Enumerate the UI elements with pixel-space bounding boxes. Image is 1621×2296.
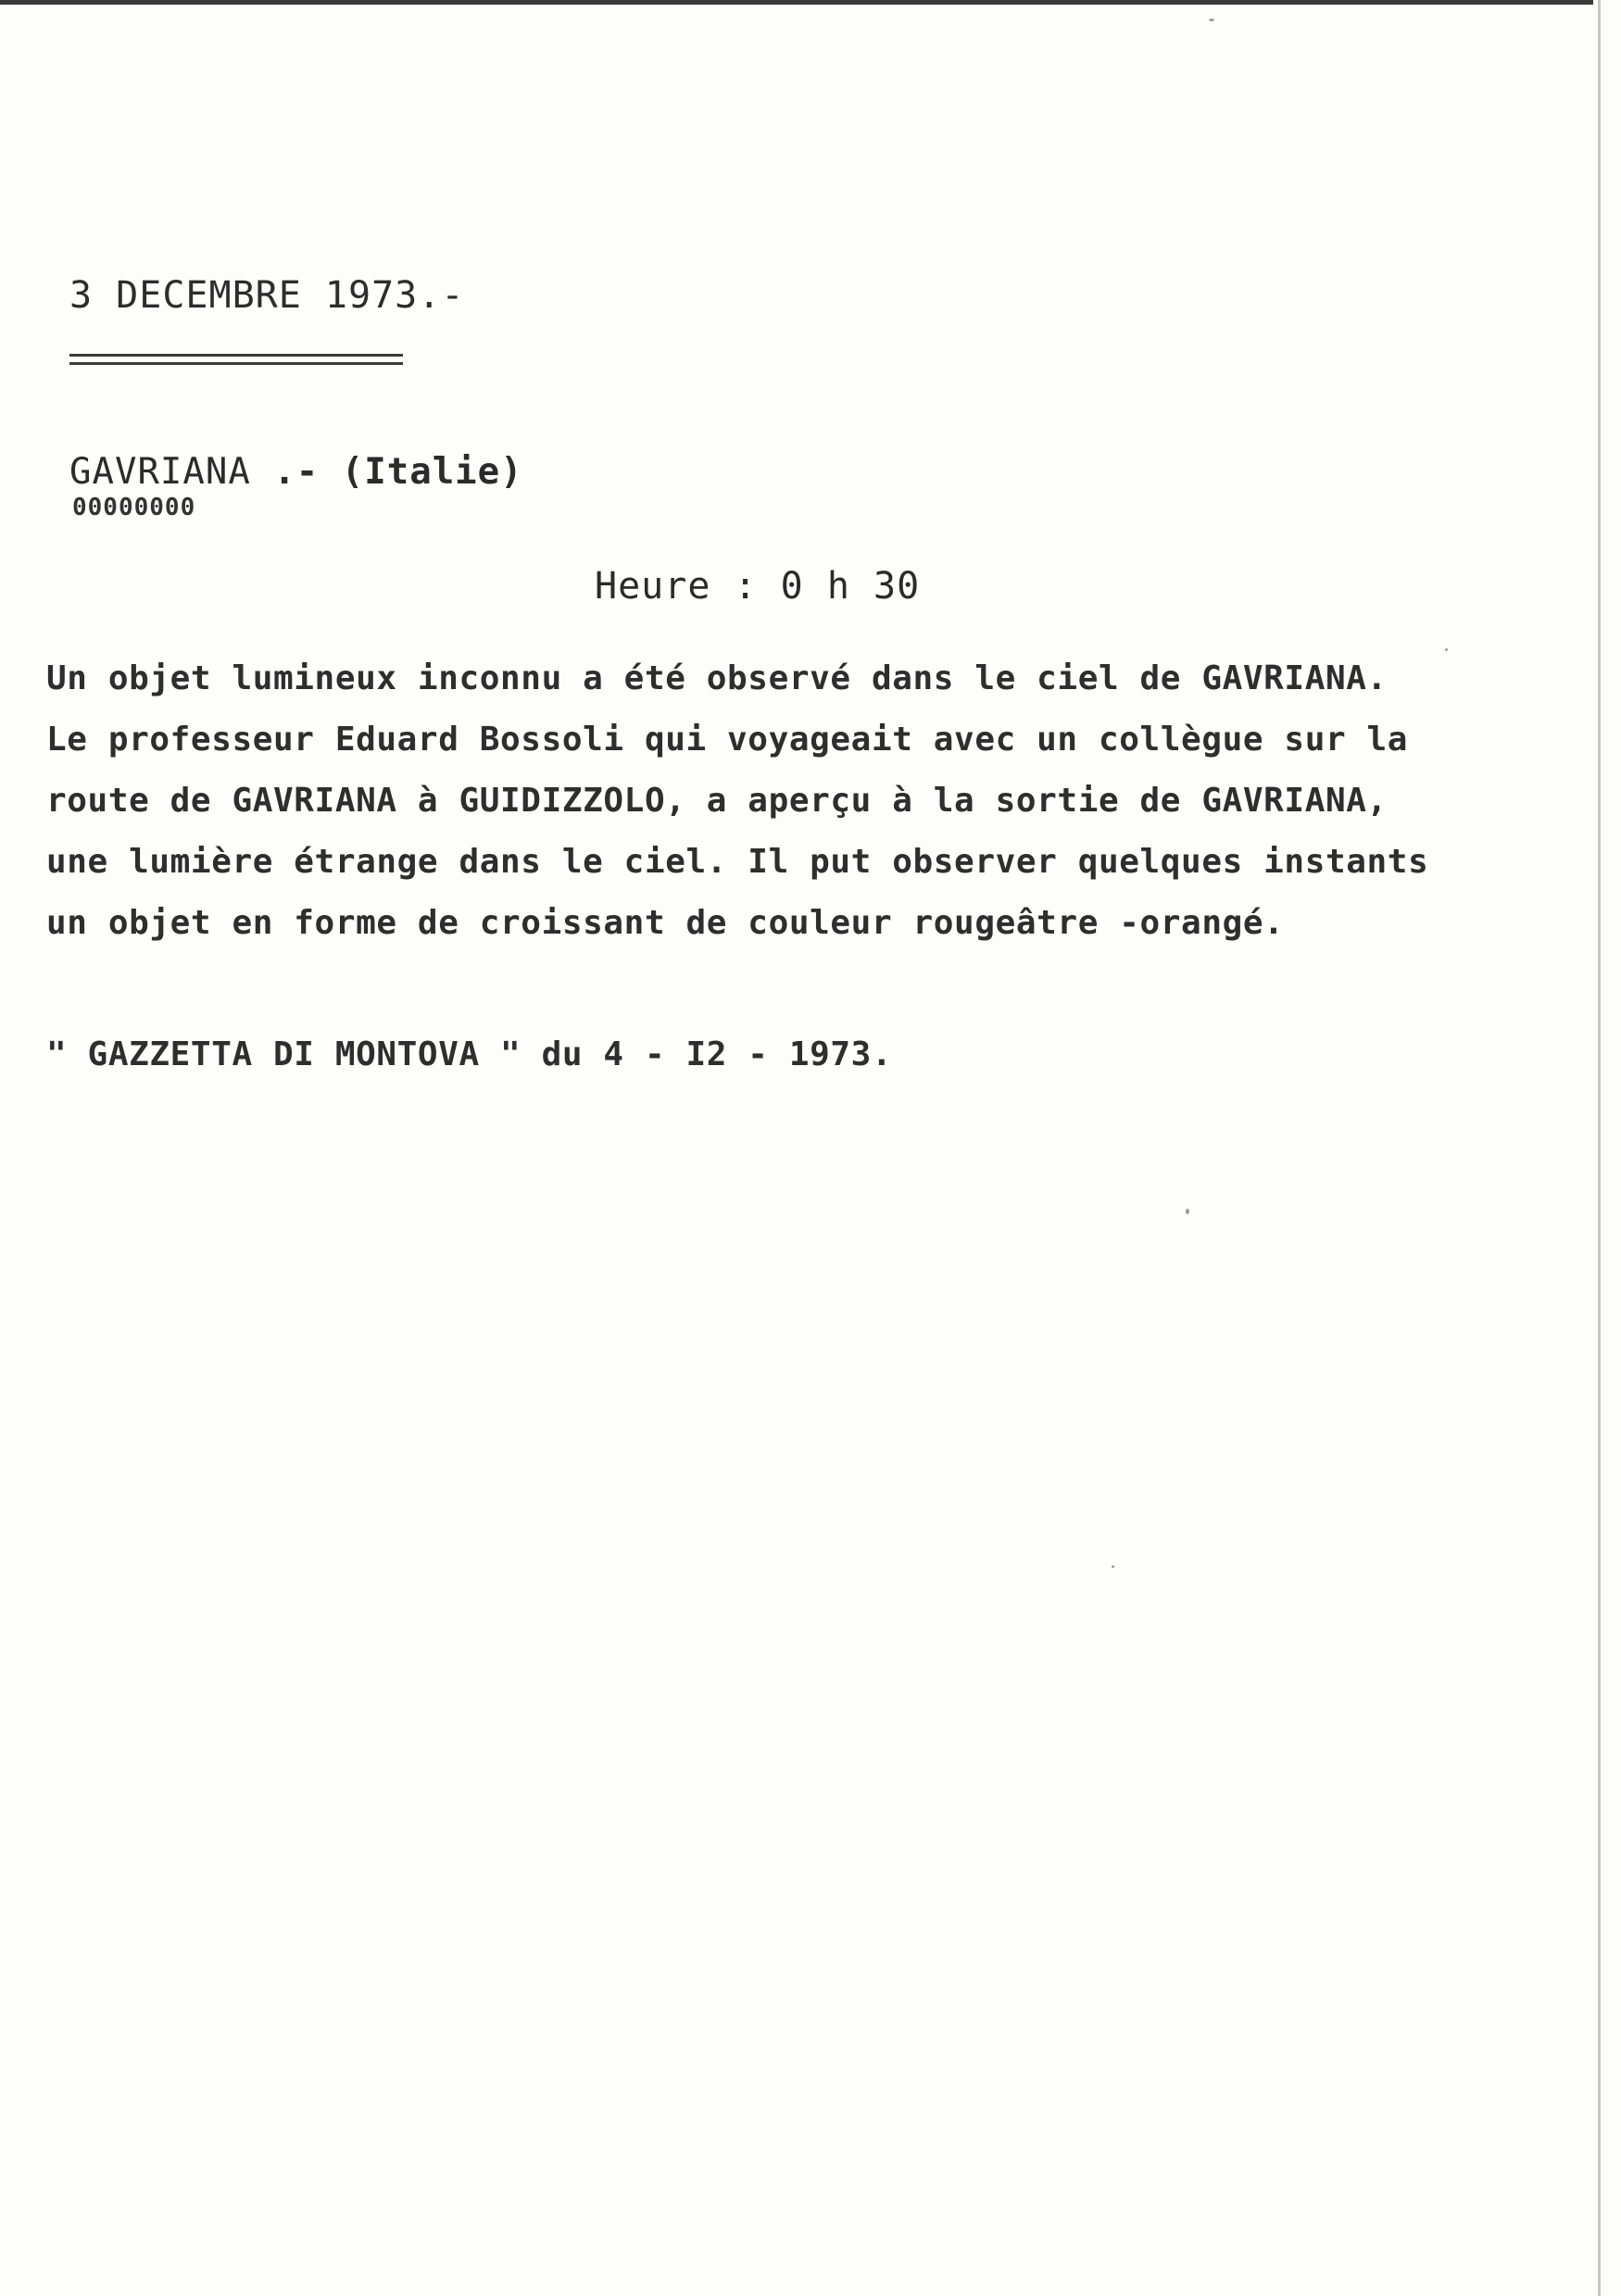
report-date: 3 DECEMBRE 1973.- bbox=[69, 274, 465, 317]
page-right-edge bbox=[1598, 0, 1601, 2296]
place-underline-marks: 00000000 bbox=[72, 494, 196, 521]
source-citation: " GAZZETTA DI MONTOVA " du 4 - I2 - 1973. bbox=[46, 1035, 893, 1073]
scan-speck bbox=[1445, 648, 1448, 651]
scan-speck bbox=[1186, 1209, 1189, 1214]
report-time: Heure : 0 h 30 bbox=[595, 565, 921, 608]
place-separator: .- bbox=[273, 451, 320, 493]
body-line: Le professeur Eduard Bossoli qui voyageait avec un collègue sur la bbox=[46, 721, 1409, 759]
date-underline bbox=[69, 354, 403, 357]
place-heading bbox=[69, 451, 523, 493]
place-country: (Italie) bbox=[341, 451, 523, 493]
report-body bbox=[46, 648, 1547, 954]
date-underline-second bbox=[69, 362, 403, 365]
scan-speck bbox=[1209, 19, 1214, 21]
body-line: Un objet lumineux inconnu a été observé dans le ciel de GAVRIANA. bbox=[46, 659, 1388, 697]
scan-speck bbox=[1112, 1565, 1114, 1568]
body-line: route de GAVRIANA à GUIDIZZOLO, a aperçu à la sortie de GAVRIANA, bbox=[46, 782, 1388, 820]
body-line: une lumière étrange dans le ciel. Il put observer quelques instants bbox=[46, 843, 1429, 881]
body-line: un objet en forme de croissant de couleur rougeâtre -orangé. bbox=[46, 904, 1285, 942]
place-name: GAVRIANA bbox=[69, 451, 251, 493]
page-top-edge bbox=[0, 0, 1593, 5]
